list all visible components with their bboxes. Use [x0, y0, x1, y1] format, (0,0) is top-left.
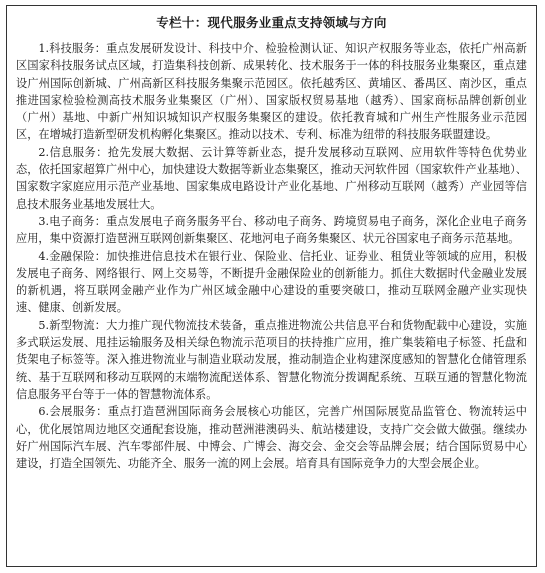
- item-text: 加快推进信息技术在银行业、保险业、信托业、证券业、租赁业等领域的应用，积极发展电子商务、网络银行、网上交易等，不断提升金融保险业的创新能力。抓住大数据时代金融业发展的新机遇，将互联网金融产业作为广州区域金融中心建设的重要突破口，推动互联网金融产业实现快速、健康、创新发展。: [16, 249, 527, 315]
- item-finance: [16, 248, 527, 317]
- item-number: 1.: [38, 42, 50, 55]
- item-logistics: [16, 317, 527, 403]
- item-ecommerce: [16, 213, 527, 248]
- item-information: [16, 144, 527, 213]
- item-number: 6.: [38, 405, 50, 419]
- item-number: 4.: [38, 249, 50, 263]
- column-title: 专栏十：现代服务业重点支持领域与方向: [156, 15, 387, 30]
- item-term: 信息服务：: [49, 145, 108, 159]
- item-text: 重点打造琶洲国际商务会展核心功能区，完善广州国际展览品监管仓、物流转运中心，优化展馆周边地区交通配套设施，推动琶洲港澳码头、航站楼建设，支持广交会做大做强。继续办好广州国际汽车展、汽车零部件展、中博会、广博会、海交会、金交会等品牌会展；结合国际贸易中心建设，打造全国领先、功能齐全、服务一流的网上会展。培育具有国际竞争力的大型会展企业。: [16, 405, 527, 471]
- item-text: 重点发展研发设计、科技中介、检验检测认证、知识产权服务等业态，依托广州高新区国家科技服务试点区域，打造集科技创新、成果转化、技术服务于一体的科技服务业集聚区，重点建设广州国际创新城、广州高新区科技服务集聚示范园区。依托越秀区、黄埔区、番禺区、南沙区，重点推进国家检验检测高技术服务业集聚区（广州）、国家版权贸易基地（越秀）、国家商标品牌创新创业（广州）基地、中新广州知识城知识产权服务集聚区的建设。依托教育城和广州生产性服务业示范园区，在增城打造新型研发机构孵化集聚区。推动以技术、专利、标准为纽带的科技服务联盟建设。: [16, 42, 527, 142]
- item-text: 大力推广现代物流技术装备，重点推进物流公共信息平台和货物配载中心建设，实施多式联运发展、甩挂运输服务及相关绿色物流示范项目的扶持推广应用，推广集装箱电子标签、托盘和货架电子标签等。深入推进物流业与制造业联动发展，推动制造企业构建深度感知的智慧化仓储管理系统、基于互联网和移动互联网的末端物流配送体系、智慧化物流分拨调配系统、互联互通的智慧化物流信息服务平台等于一体的智慧物流体系。: [16, 318, 527, 401]
- item-text: 抢先发展大数据、云计算等新业态，提升发展移动互联网、应用软件等特色优势业态，依托国家超算广州中心，加快建设大数据等新业态集聚区，推动天河软件园（国家软件产业基地）、国家数字家庭应用示范产业基地、国家集成电路设计产业化基地、广州移动互联网（越秀）产业园等信息技术服务业基地发展壮大。: [16, 145, 527, 211]
- item-term: 新型物流：: [49, 318, 107, 332]
- item-science-tech: [16, 40, 527, 144]
- item-exhibition: [16, 403, 527, 472]
- item-term: 金融保险：: [49, 249, 107, 263]
- item-term: 科技服务：: [49, 42, 107, 55]
- item-text: 重点发展电子商务服务平台、移动电子商务、跨境贸易电子商务，深化企业电子商务应用，集中资源打造琶洲互联网创新集聚区、花地河电子商务集聚区、状元谷国家电子商务示范基地。: [16, 214, 527, 246]
- column-box: [6, 5, 537, 567]
- item-number: 5.: [38, 318, 50, 332]
- item-number: 3.: [38, 214, 50, 228]
- item-number: 2.: [38, 145, 50, 159]
- item-term: 电子商务：: [49, 214, 107, 228]
- item-term: 会展服务：: [49, 405, 108, 419]
